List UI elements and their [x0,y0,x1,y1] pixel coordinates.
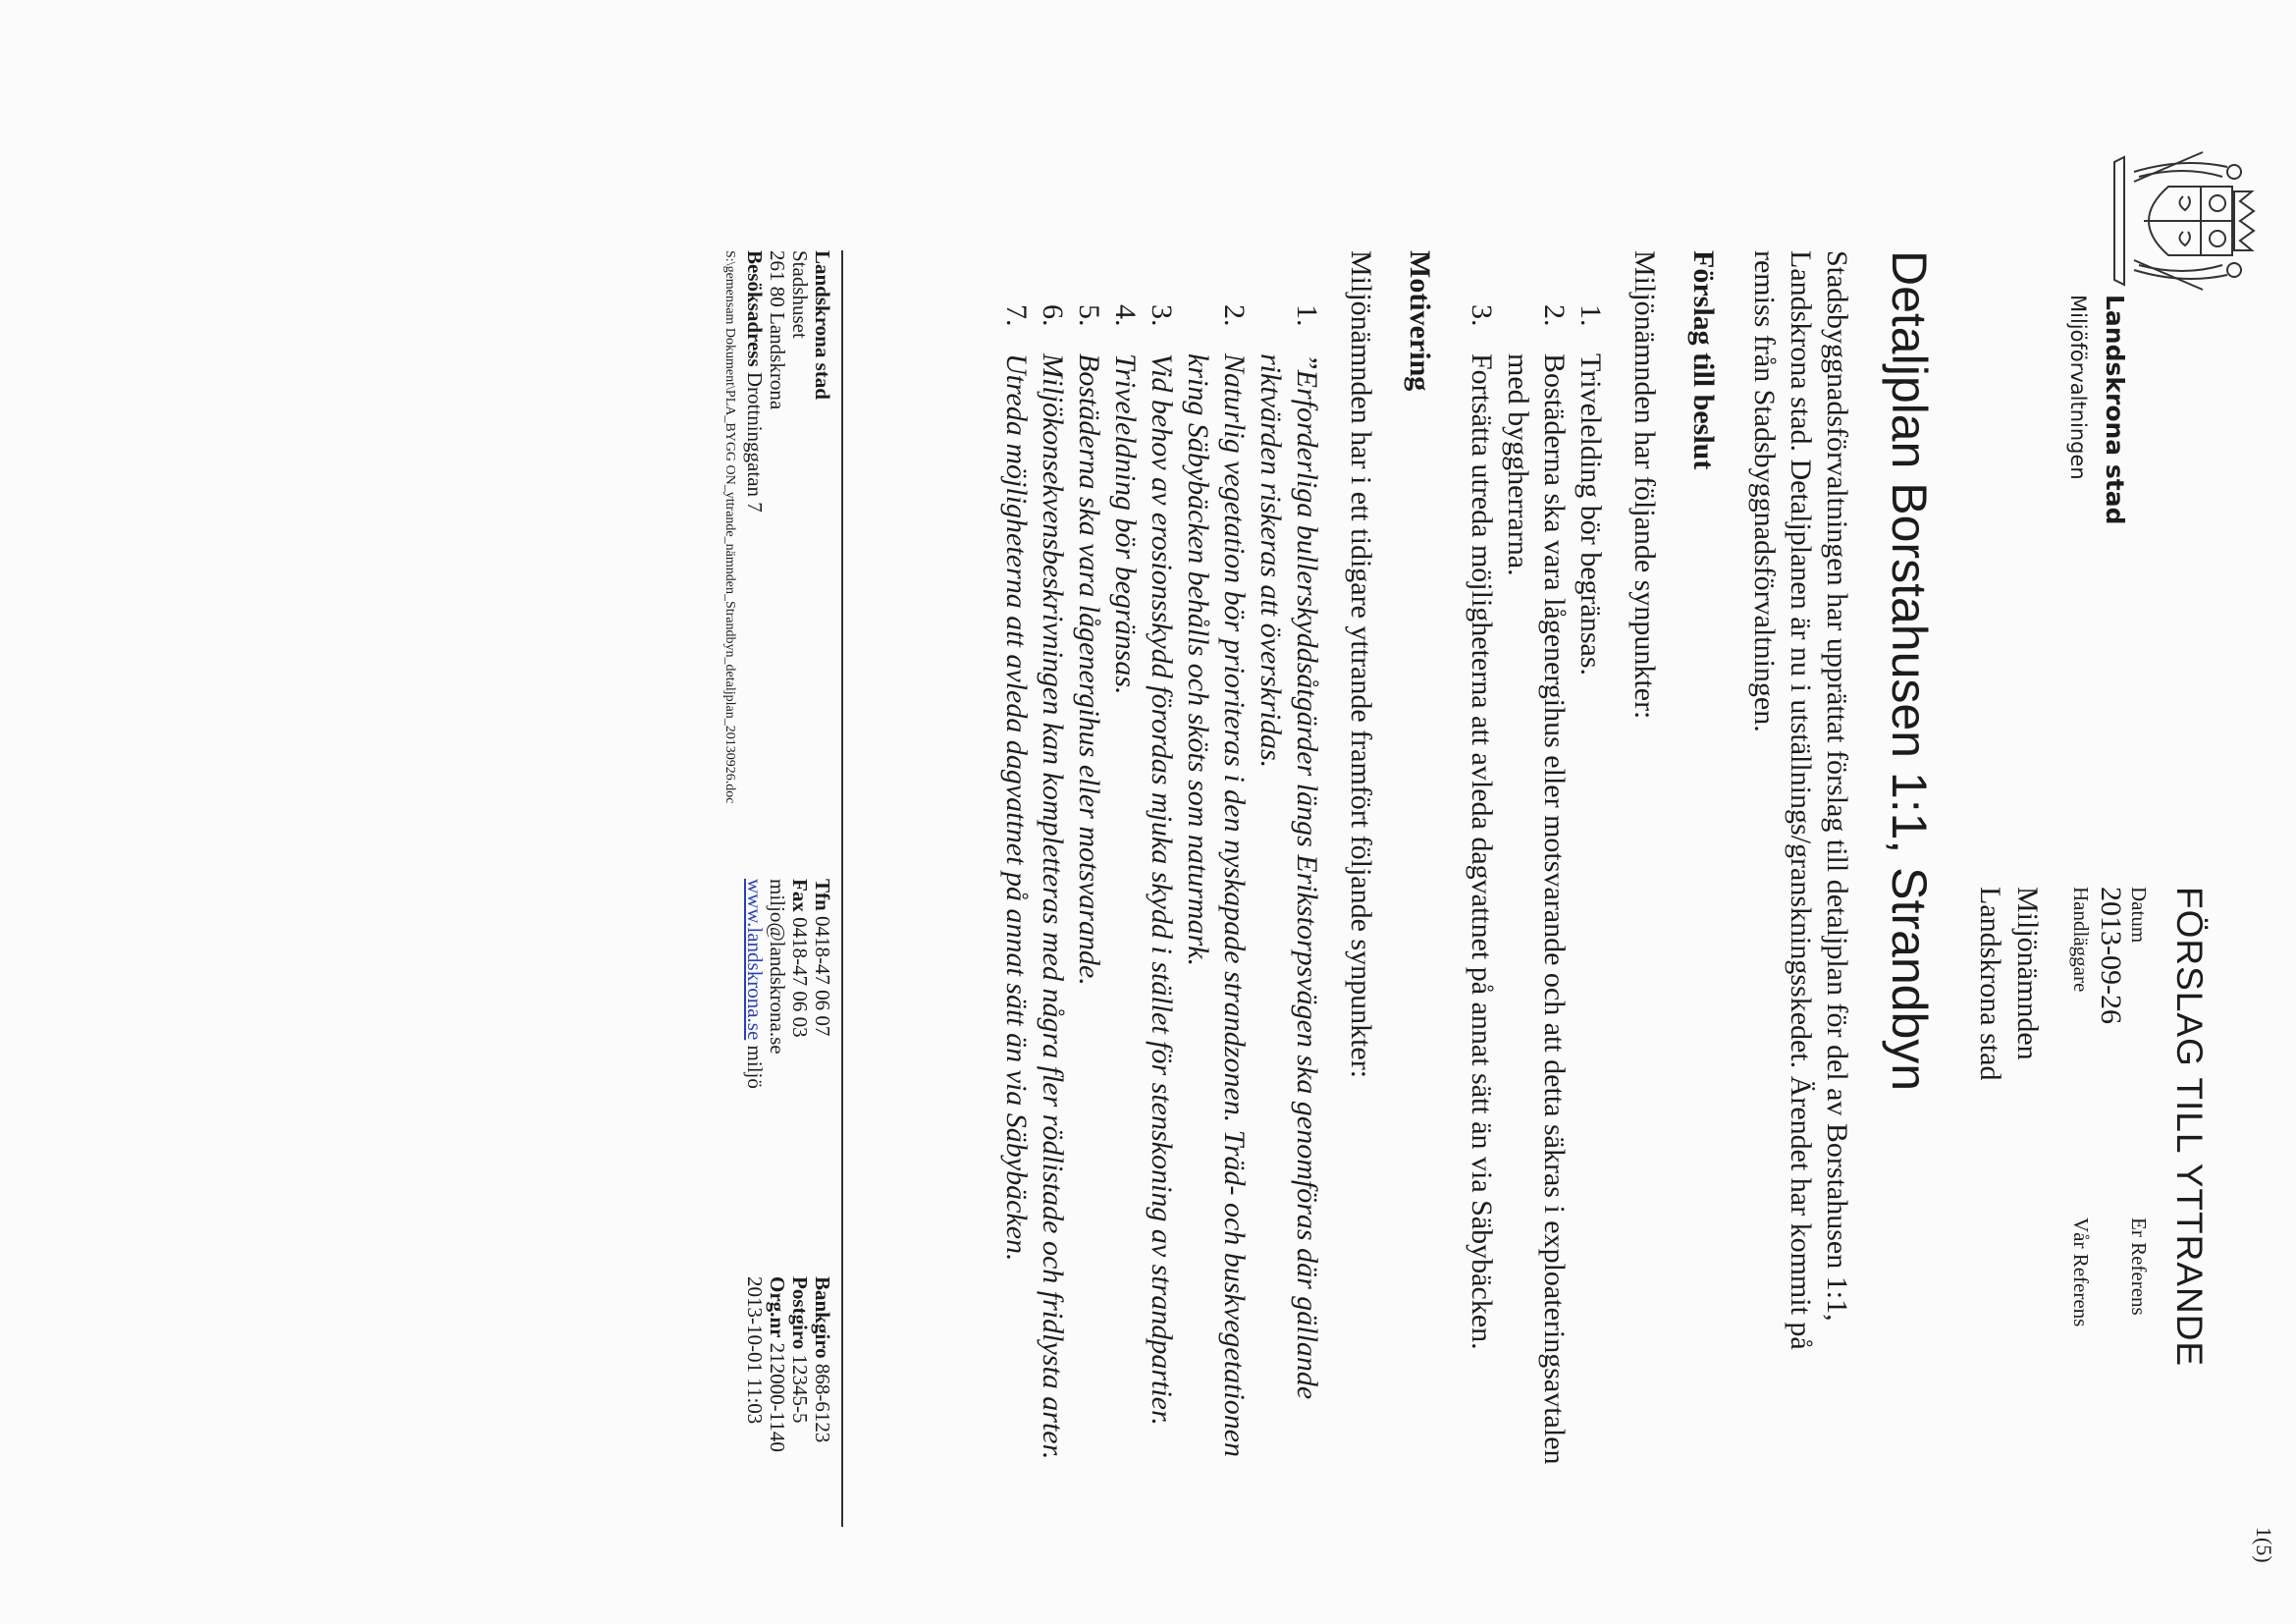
footer-phone-label: Tfn [811,879,834,911]
list-number: 3. [1466,304,1498,327]
list-item [1144,250,1180,1483]
footer-postgiro-label: Postgiro [788,1276,812,1350]
footer-visit-label: Besöksadress [743,250,767,367]
footer-file-path: S:\gemensam Dokument\PLA_BYGG ON_yttrande_nämnden_Strandbyn_detaljplan_20130926.doc [722,250,737,804]
list-item-text: ”Erforderliga bullerskyddsåtgärder längs Erikstorpsvägen ska genomföras där gällande riktvärden riskeras att överskridas. [1255,353,1323,1400]
document-body [971,250,1938,1465]
list-item-text: Triveleldning bör begränsas. [1109,353,1142,695]
footer-bank-column [743,1276,833,1452]
coat-of-arms-icon [2105,147,2262,295]
footer-bankgiro-label: Bankgiro [811,1276,834,1359]
list-item-text: Bostäderna ska vara lågenergihus eller motsvarande. [1073,353,1105,986]
footer-contact-column [743,879,833,1089]
footer-postgiro: 12345-5 [788,1349,812,1424]
list-item-text: Utreda möjligheterna att avleda dagvattnet på annat sätt än via Säbybäcken. [1000,353,1033,1262]
footer-fax: 0418-47 06 03 [788,911,812,1038]
list-number: 3. [1146,304,1178,327]
list-item-text: Miljökonsekvensbeskrivningen kan kompletteras med några fler rödlistade och fridlysta arter. [1037,353,1069,1460]
list-item [1035,250,1071,1483]
list-number: 2. [1218,304,1251,327]
list-item [1500,250,1573,1483]
recipient-name: Miljönämnden [2011,887,2044,1060]
list-item [1180,250,1253,1483]
footer-website-link[interactable]: www.landskrona.se [743,879,767,1041]
date-value: 2013-09-26 [2095,887,2127,1024]
list-item [1253,250,1325,1483]
footer-building: Stadshuset [788,250,812,339]
section-lead-motivation: Miljönämnden har i ett tidigare yttrande framfört följande synpunkter: [1345,250,1377,1079]
section-lead-proposal: Miljönämnden har följande synpunkter: [1629,250,1661,720]
page-number: 1(5) [2252,1527,2276,1563]
footer-address-column [743,250,833,513]
letterhead-logo [2002,98,2267,648]
organization-name: Landskrona stad [2101,295,2129,525]
list-item-text: Bostäderna ska vara lågenergihus eller motsvarande och att detta säkras i exploateringsavtalen med byggherrarna. [1502,353,1571,1465]
handler-label: Handläggare [2069,887,2093,993]
list-item-text: Fortsätta utreda möjligheterna att avleda dagvattnet på annat sätt än via Säbybäcken. [1466,353,1498,1350]
footer-postal-address: 261 80 Landskrona [766,250,789,410]
list-item [1071,250,1107,1483]
department-name: Miljöförvaltningen [2066,295,2090,480]
footer-email: miljo@landskrona.se [766,879,789,1055]
list-number: 5. [1073,304,1105,327]
section-heading-motivation: Motivering [1404,250,1436,392]
list-number: 6. [1037,304,1069,327]
section-heading-proposal: Förslag till beslut [1687,250,1720,470]
intro-paragraph: Stadsbyggnadsförvaltningen har upprättat förslag till detaljplan för del av Borstahusen 1:1, Landskrona stad. Detaljplanen är nu i utställnings/granskningsskedet. Ärendet har kommit på remiss från Stadsbyggnadsförvaltningen. [1748,250,1853,1350]
recipient-city: Landskrona stad [1974,887,2006,1081]
your-reference-label: Er Referens [2127,1218,2151,1316]
list-item [1464,250,1500,1483]
footer-phone: 0418-47 06 07 [811,910,834,1037]
footer-bankgiro: 868-6123 [811,1358,834,1443]
footer-org-name: Landskrona stad [811,250,834,400]
list-number: 1. [1575,304,1607,327]
list-item [1107,250,1144,1483]
footer-orgnr-label: Org.nr [766,1276,789,1338]
footer-website-suffix: miljö [743,1040,767,1089]
proposal-list [1464,250,1609,1465]
footer-visit-address: Drottninggatan 7 [743,366,767,513]
footer-divider [841,250,843,1527]
document-title: Detaljplan Borstahusen 1:1, Strandbyn [1882,250,1937,1092]
footer-orgnr: 212000-1140 [766,1337,789,1452]
footer-fax-label: Fax [788,879,812,912]
list-number: 2. [1538,304,1571,327]
list-item-text: Vid behov av erosionsskydd förordas mjuka skydd i stället för stenskoning av strandpartier. [1146,353,1178,1426]
motivation-list [998,250,1325,1460]
recipient [1971,887,2046,1279]
list-item-text: Naturlig vegetation bör prioriteras i den nyskapade strandzonen. Träd- och buskvegetationen kring Säbybäcken behålls och sköts som naturmark. [1182,353,1251,1458]
list-item [1573,250,1609,1483]
date-label: Datum [2127,887,2151,944]
list-number: 1. [1291,304,1323,327]
document-type: FÖRSLAG TILL YTTRANDE [2169,887,2210,1368]
our-reference-label: Vår Referens [2069,1218,2093,1327]
list-number: 7. [1000,304,1033,327]
list-item-text: Trivelelding bör begränsas. [1575,353,1607,677]
footer-timestamp: 2013-10-01 11:03 [743,1276,767,1425]
list-number: 4. [1109,304,1142,327]
list-item [998,250,1035,1483]
